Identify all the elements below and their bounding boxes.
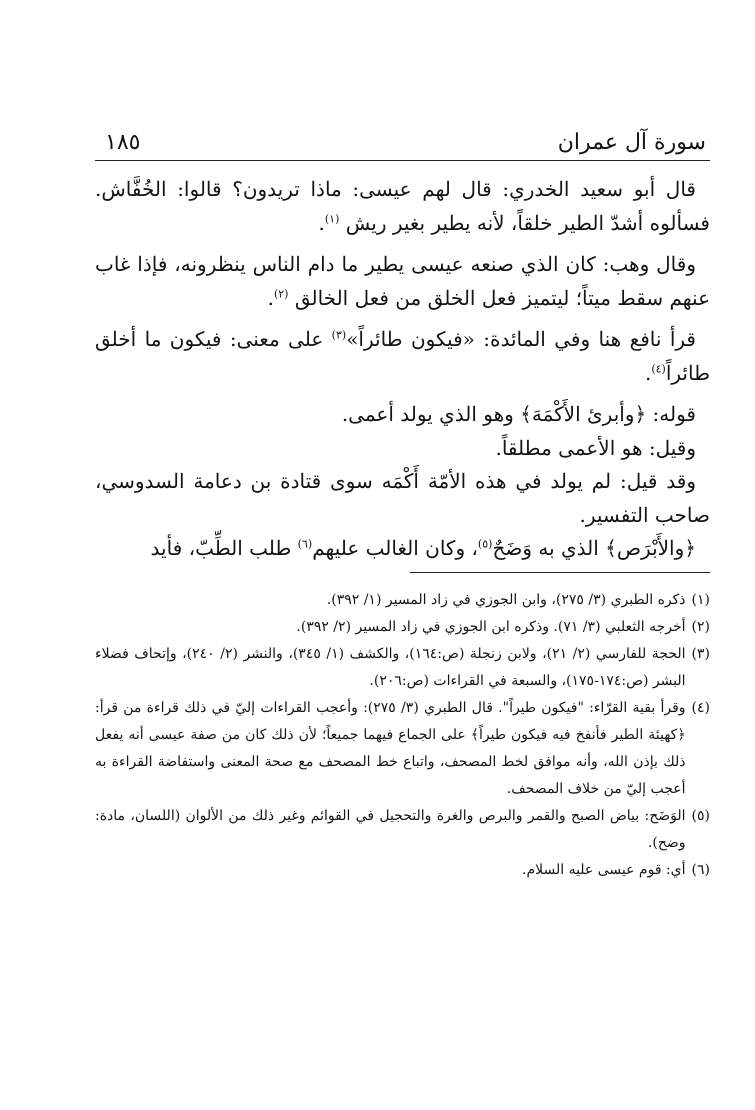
footnote-4 [95, 695, 710, 803]
footnote-number: (٥) [691, 807, 710, 824]
paragraph-wahb: وقال وهب: كان الذي صنعه عيسى يطير ما دام الناس ينظرونه، فإذا غاب عنهم سقط ميتاً؛ ليتميز فعل الخلق من فعل الخالق $^{(٢)}$. [95, 252, 710, 310]
page-number: ١٨٥ [105, 130, 141, 155]
paragraph-qatada: وقد قيل: لم يولد في هذه الأمّة أَكْمَه سوى قتادة بن دعامة السدوسي، صاحب التفسير. [95, 469, 710, 527]
footnote-2 [95, 614, 710, 641]
book-page [95, 128, 710, 978]
footnote-number: (٤) [691, 699, 710, 716]
footnote-ref-2: (٢) [273, 286, 289, 300]
paragraph-blind: وقيل: هو الأعمى مطلقاً. [495, 435, 696, 460]
footnote-ref-4: (٤) [651, 361, 666, 375]
footnote-number: (٦) [691, 861, 710, 878]
paragraph-abras: ﴿والأَبْرَص﴾ الذي به وَضَحٌ$^{(٥)}$، وكان الغالب عليهم$^{(٦)}$ طلب الطِّبّ، فأيد [150, 536, 696, 560]
page-header [95, 128, 710, 161]
footnote-ref-3: (٣) [331, 328, 347, 342]
footnote-ref-1: (١) [324, 211, 340, 225]
footnote-ref-6: (٦) [297, 537, 313, 551]
main-text [95, 161, 710, 566]
footnote-3 [95, 641, 710, 695]
footnote-5 [95, 803, 710, 857]
surah-title: سورة آل عمران [557, 130, 706, 155]
footnote-text: أخرجه الثعلبي (٣/ ٧١). وذكره ابن الجوزي في زاد المسير (٢/ ٣٩٢). [296, 618, 686, 635]
paragraph-akmah: قوله: ﴿وأبرئ الأَكْمَهَ﴾ وهو الذي يولد أعمى. [341, 402, 696, 426]
footnote-text: الوَضَح: بياض الصبح والقمر والبرص والغرة والتحجيل في القوائم وغير ذلك من الألوان (اللسان، مادة: وضح). [95, 807, 686, 851]
footnote-text: أي: قوم عيسى عليه السلام. [522, 861, 686, 878]
footnote-divider [410, 572, 710, 573]
footnote-text: الحجة للفارسي (٢/ ٢١)، ولابن زنجلة (ص:١٦٤)، والكشف (١/ ٣٤٥)، والنشر (٢/ ٢٤٠)، وإتحاف فضلاء البشر (ص:١٧٤-١٧٥)، والسبعة في القراءات (ص:٢٠٦). [95, 645, 686, 689]
footnote-ref-5: (٥) [477, 537, 493, 551]
footnote-number: (٢) [691, 618, 710, 635]
footnote-number: (٣) [691, 645, 710, 662]
footnote-1 [95, 587, 710, 614]
footnote-text: وقرأ بقية القرّاء: "فيكون طيراً". قال الطبري (٣/ ٢٧٥): وأعجب القراءات إليّ في ذلك قراءة من قرأ: ﴿كهيئة الطير فأنفخ فيه فيكون طيراً﴾ على الجماع فيهما جميعاً؛ لأن ذلك كان من صفة عيسى أنه يفعل ذلك بإذن الله، وأنه موافق لخط المصحف، واتباع خط المصحف مع صحة المعنى واستفاضة القراءة به أعجب إليّ من خلاف المصحف. [95, 699, 686, 797]
paragraph-khudri: قال أبو سعيد الخدري: قال لهم عيسى: ماذا تريدون؟ قالوا: الخُفَّاش. فسألوه أشدّ الطير خلقاً، لأنه يطير بغير ريش $^{(١)}$. [95, 177, 710, 235]
footnotes [95, 587, 710, 884]
footnote-text: ذكره الطبري (٣/ ٢٧٥)، وابن الجوزي في زاد المسير (١/ ٣٩٢). [326, 591, 686, 608]
footnote-6 [95, 857, 710, 884]
paragraph-nafi-reading: قرأ نافع هنا وفي المائدة: «فيكون طائراً»$^{(٣)}$ على معنى: فيكون ما أخلق طائراً$^{(٤)}$. [95, 327, 710, 385]
footnote-number: (١) [691, 591, 710, 608]
